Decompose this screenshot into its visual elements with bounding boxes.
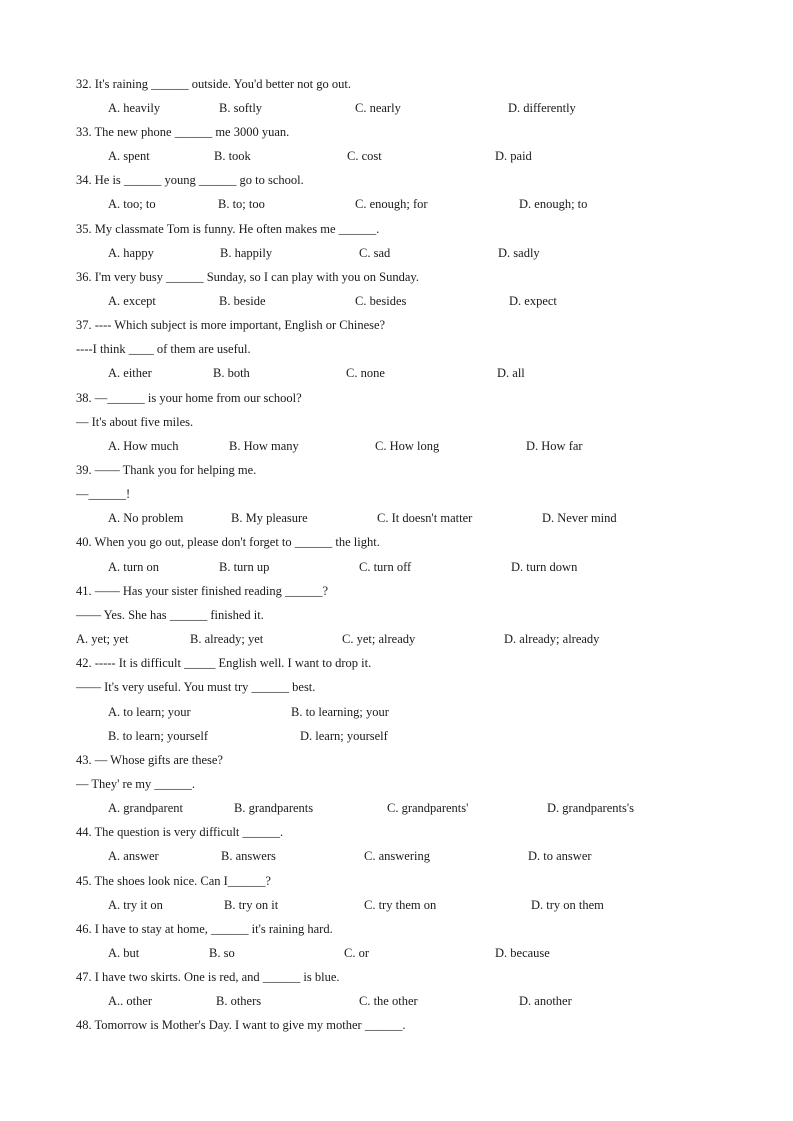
option-38a: A. How much: [108, 439, 179, 453]
option-37a: A. either: [108, 366, 152, 380]
question-39-reply: —______!: [76, 487, 131, 501]
option-44a: A. answer: [108, 849, 159, 863]
option-36b: B. beside: [219, 294, 266, 308]
option-39b: B. My pleasure: [231, 511, 308, 525]
option-33d: D. paid: [495, 149, 532, 163]
option-43b: B. grandparents: [234, 801, 314, 815]
option-37c: C. none: [346, 366, 385, 380]
option-33c: C. cost: [347, 149, 382, 163]
question-33: 33. The new phone ______ me 3000 yuan.: [76, 125, 290, 139]
question-43: 43. — Whose gifts are these?: [76, 753, 223, 767]
option-38c: C. How long: [375, 439, 440, 453]
question-43-reply: — They' re my ______.: [76, 777, 196, 791]
option-39c: C. It doesn't matter: [377, 511, 473, 525]
option-44c: C. answering: [364, 849, 430, 863]
option-40d: D. turn down: [511, 560, 578, 574]
option-33b: B. took: [214, 149, 251, 163]
question-38: 38. —______ is your home from our school?: [76, 391, 302, 405]
option-36c: C. besides: [355, 294, 407, 308]
option-41a: A. yet; yet: [76, 632, 129, 646]
question-44: 44. The question is very difficult ______.: [76, 825, 284, 839]
question-32: 32. It's raining ______ outside. You'd better not go out.: [76, 77, 351, 91]
option-36a: A. except: [108, 294, 156, 308]
question-40: 40. When you go out, please don't forget to ______ the light.: [76, 535, 380, 549]
option-47a: A.. other: [108, 994, 153, 1008]
question-36: 36. I'm very busy ______ Sunday, so I can play with you on Sunday.: [76, 270, 419, 284]
option-45a: A. try it on: [108, 898, 163, 912]
option-42d: D. learn; yourself: [300, 729, 388, 743]
option-42a: A. to learn; your: [108, 705, 191, 719]
question-45: 45. The shoes look nice. Can I______?: [76, 874, 271, 888]
option-45b: B. try on it: [224, 898, 279, 912]
option-32b: B. softly: [219, 101, 263, 115]
option-35c: C. sad: [359, 246, 391, 260]
option-42c: B. to learn; yourself: [108, 729, 208, 743]
option-43c: C. grandparents': [387, 801, 469, 815]
option-34c: C. enough; for: [355, 197, 428, 211]
option-35a: A. happy: [108, 246, 154, 260]
option-47b: B. others: [216, 994, 262, 1008]
option-33a: A. spent: [108, 149, 150, 163]
option-46c: C. or: [344, 946, 369, 960]
question-48: 48. Tomorrow is Mother's Day. I want to give my mother ______.: [76, 1018, 406, 1032]
option-32c: C. nearly: [355, 101, 401, 115]
option-34d: D. enough; to: [519, 197, 588, 211]
question-34: 34. He is ______ young ______ go to school.: [76, 173, 304, 187]
option-44d: D. to answer: [528, 849, 592, 863]
option-38d: D. How far: [526, 439, 583, 453]
option-39d: D. Never mind: [542, 511, 617, 525]
option-46d: D. because: [495, 946, 550, 960]
option-39a: A. No problem: [108, 511, 184, 525]
question-39: 39. —— Thank you for helping me.: [76, 463, 257, 477]
question-47: 47. I have two skirts. One is red, and ______ is blue.: [76, 970, 340, 984]
option-41b: B. already; yet: [190, 632, 264, 646]
option-45c: C. try them on: [364, 898, 437, 912]
question-35: 35. My classmate Tom is funny. He often makes me ______.: [76, 222, 380, 236]
option-47d: D. another: [519, 994, 572, 1008]
option-41d: D. already; already: [504, 632, 600, 646]
option-45d: D. try on them: [531, 898, 604, 912]
option-35b: B. happily: [220, 246, 273, 260]
option-46b: B. so: [209, 946, 235, 960]
option-40a: A. turn on: [108, 560, 160, 574]
question-37: 37. ---- Which subject is more important, English or Chinese?: [76, 318, 386, 332]
option-36d: D. expect: [509, 294, 557, 308]
option-40b: B. turn up: [219, 560, 270, 574]
option-34b: B. to; too: [218, 197, 265, 211]
option-44b: B. answers: [221, 849, 276, 863]
option-41c: C. yet; already: [342, 632, 416, 646]
question-41-reply: —— Yes. She has ______ finished it.: [76, 608, 264, 622]
option-43d: D. grandparents's: [547, 801, 634, 815]
option-43a: A. grandparent: [108, 801, 183, 815]
question-42: 42. ----- It is difficult _____ English well. I want to drop it.: [76, 656, 372, 670]
option-47c: C. the other: [359, 994, 418, 1008]
question-42-reply: —— It's very useful. You must try ______ best.: [76, 680, 316, 694]
option-46a: A. but: [108, 946, 140, 960]
option-42b: B. to learning; your: [291, 705, 389, 719]
option-40c: C. turn off: [359, 560, 412, 574]
option-32a: A. heavily: [108, 101, 161, 115]
option-32d: D. differently: [508, 101, 576, 115]
option-37d: D. all: [497, 366, 525, 380]
question-37-reply: ----I think ____ of them are useful.: [76, 342, 251, 356]
option-38b: B. How many: [229, 439, 299, 453]
question-46: 46. I have to stay at home, ______ it's raining hard.: [76, 922, 333, 936]
question-41: 41. —— Has your sister finished reading ______?: [76, 584, 329, 598]
option-37b: B. both: [213, 366, 250, 380]
option-35d: D. sadly: [498, 246, 540, 260]
question-38-reply: — It's about five miles.: [76, 415, 194, 429]
option-34a: A. too; to: [108, 197, 156, 211]
